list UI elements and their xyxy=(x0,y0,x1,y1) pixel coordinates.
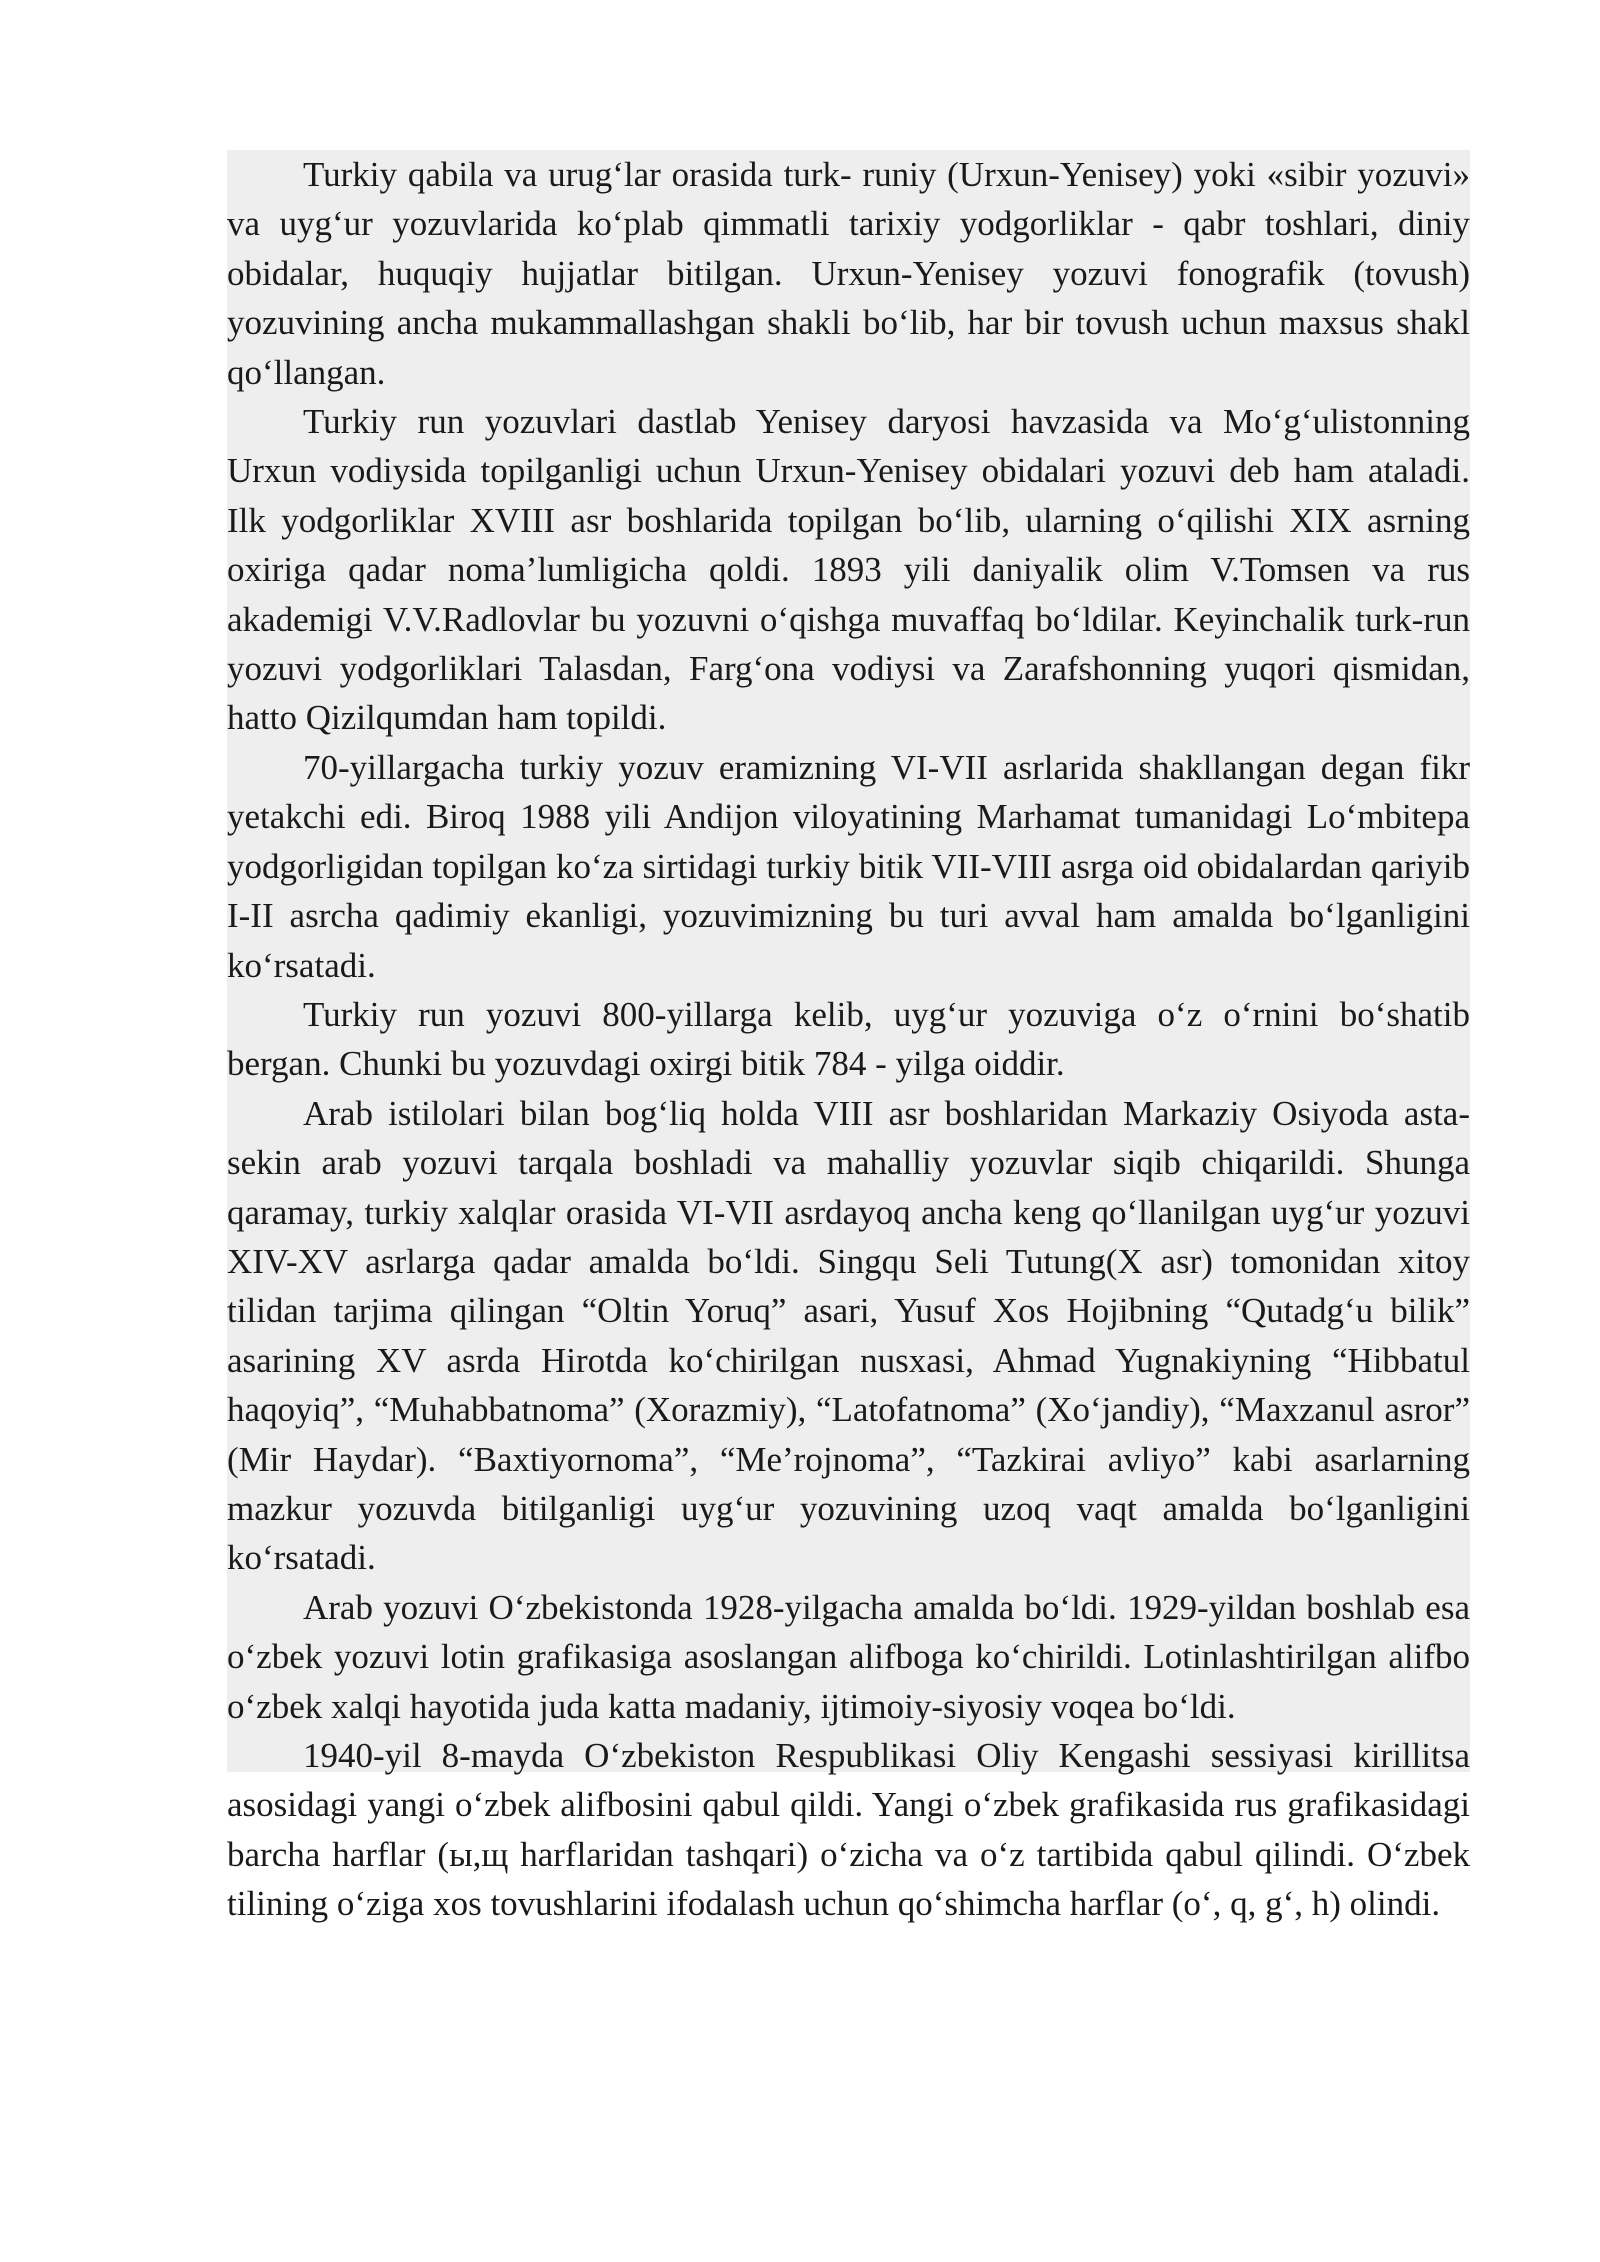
paragraph-1: Turkiy qabila va urug‘lar orasida turk- runiy (Urxun-Yenisey) yoki «sibir yozuvi» va uyg‘ur yozuvlarida ko‘plab qimmatli tarixiy yodgorliklar - qabr toshlari, diniy obidalar, huquqiy hujjatlar bitilgan. Urxun-Yenisey yozuvi fonografik (tovush) yozuvining ancha mukammallashgan shakli bo‘lib, har bir tovush uchun maxsus shakl qo‘llangan. xyxy=(227,155,1470,392)
paragraph-5: Arab istilolari bilan bog‘liq holda VIII asr boshlaridan Markaziy Osiyoda asta-sekin arab yozuvi tarqala boshladi va mahalliy yozuvlar siqib chiqarildi. Shunga qaramay, turkiy xalqlar orasida VI-VII asrdayoq ancha keng qo‘llanilgan uyg‘ur yozuvi XIV-XV asrlarga qadar amalda bo‘ldi. Singqu Seli Tutung(X asr) tomonidan xitoy tilidan tarjima qilingan “Oltin Yoruq” asari, Yusuf Xos Hojibning “Qutadg‘u bilik” asarining XV asrda Hirotda ko‘chirilgan nusxasi, Ahmad Yugnakiyning “Hibbatul haqoyiq”, “Muhabbatnoma” (Xorazmiy), “Latofatnoma” (Xo‘jandiy), “Maxzanul asror” (Mir Haydar). “Baxtiyornoma”, “Me’rojnoma”, “Tazkirai avliyo” kabi asarlarning mazkur yozuvda bitilganligi uyg‘ur yozuvining uzoq vaqt amalda bo‘lganligini ko‘rsatadi. xyxy=(227,1093,1470,1578)
paragraph-4: Turkiy run yozuvi 800-yillarga kelib, uyg‘ur yozuviga o‘z o‘rnini bo‘shatib bergan. Chunki bu yozuvdagi oxirgi bitik 784 - yilga oiddir. xyxy=(227,994,1470,1084)
paragraph-6: Arab yozuvi O‘zbekistonda 1928-yilgacha amalda bo‘ldi. 1929-yildan boshlab esa o‘zbek yozuvi lotin grafikasiga asoslangan alifboga ko‘chirildi. Lotinlashtirilgan alifbo o‘zbek xalqi hayotida juda katta madaniy, ijtimoiy-siyosiy voqea bo‘ldi. xyxy=(227,1587,1470,1726)
document-body xyxy=(227,150,1470,1929)
paragraph-2: Turkiy run yozuvlari dastlab Yenisey daryosi havzasida va Mo‘g‘ulistonning Urxun vodiysida topilganligi uchun Urxun-Yenisey obidalari yozuvi deb ham ataladi. Ilk yodgorliklar XVIII asr boshlarida topilgan bo‘lib, ularning o‘qilishi XIX asrning oxiriga qadar noma’lumligicha qoldi. 1893 yili daniyalik olim V.Tomsen va rus akademigi V.V.Radlovlar bu yozuvni o‘qishga muvaffaq bo‘ldilar. Keyinchalik turk-run yozuvi yodgorliklari Talasdan, Farg‘ona vodiysi va Zarafshonning yuqori qismidan, hatto Qizilqumdan ham topildi. xyxy=(227,402,1470,738)
paragraph-7: 1940-yil 8-mayda O‘zbekiston Respublikasi Oliy Kengashi sessiyasi kirillitsa asosidagi yangi o‘zbek alifbosini qabul qildi. Yangi o‘zbek grafikasida rus grafikasidagi barcha harflar (ы,щ harflaridan tashqari) o‘zicha va o‘z tartibida qabul qilindi. O‘zbek tilining o‘ziga xos tovushlarini ifodalash uchun qo‘shimcha harflar (o‘, q, g‘, h) olindi. xyxy=(227,1736,1470,1924)
paragraph-3: 70-yillargacha turkiy yozuv eramizning VI-VII asrlarida shakllangan degan fikr yetakchi edi. Biroq 1988 yili Andijon viloyatining Marhamat tumanidagi Lo‘mbitepa yodgorligidan topilgan ko‘za sirtidagi turkiy bitik VII-VIII asrga oid obidalardan qariyib I-II asrcha qadimiy ekanligi, yozuvimizning bu turi avval ham amalda bo‘lganligini ko‘rsatadi. xyxy=(227,747,1470,985)
